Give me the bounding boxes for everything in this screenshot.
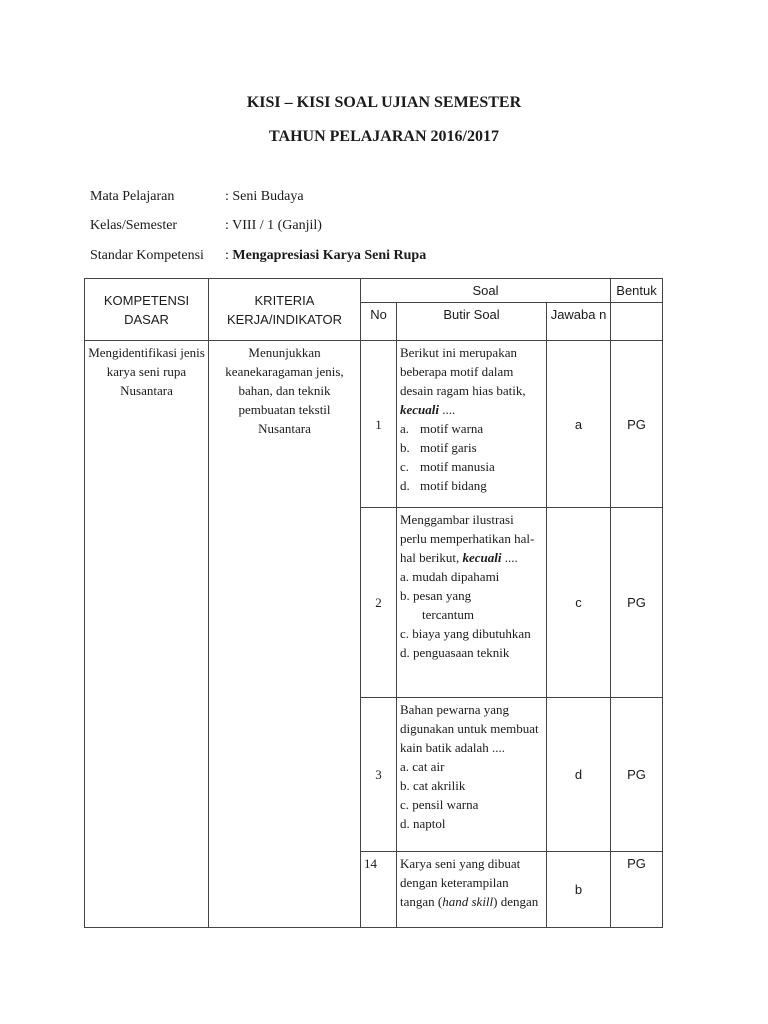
question-dots: .... xyxy=(504,550,518,565)
meta-mata-pelajaran xyxy=(90,189,304,205)
option-key: d. xyxy=(400,816,410,831)
option-d xyxy=(400,476,543,495)
header-soal: Soal xyxy=(361,279,611,303)
option-key: a. xyxy=(400,759,410,774)
option-c xyxy=(400,457,543,476)
option-key: c. xyxy=(400,797,410,812)
header-kriteria: KRITERIA KERJA/INDIKATOR xyxy=(209,279,361,341)
option-key: b. xyxy=(400,778,410,793)
option-key: b. xyxy=(400,588,410,603)
answer-cell: a xyxy=(547,341,611,508)
meta-label: Mata Pelajaran xyxy=(90,189,175,204)
option-text: naptol xyxy=(413,816,446,831)
answer-cell: c xyxy=(547,508,611,698)
option-key: b. xyxy=(400,440,410,455)
question-cell xyxy=(397,852,547,928)
meta-colon: : xyxy=(225,248,233,263)
kriteria-cell: Menunjukkan keanekaragaman jenis, bahan, dan teknik pembuatan tekstil Nusantara xyxy=(209,341,361,928)
option-text: pensil warna xyxy=(412,797,479,812)
option-b xyxy=(400,776,543,795)
table-row xyxy=(85,341,663,508)
option-text: mudah dipahami xyxy=(412,569,500,584)
option-d xyxy=(400,643,543,662)
option-text: biaya yang dibutuhkan xyxy=(412,626,531,641)
meta-value: Mengapresiasi Karya Seni Rupa xyxy=(232,248,427,263)
option-key: a. xyxy=(400,421,410,436)
option-c xyxy=(400,795,543,814)
question-number: 3 xyxy=(361,698,397,852)
meta-label: Kelas/Semester xyxy=(90,218,178,233)
document-title: KISI – KISI SOAL UJIAN SEMESTER xyxy=(246,94,522,111)
option-b xyxy=(400,438,543,457)
header-no: No xyxy=(361,303,397,341)
option-b-continued: tercantum xyxy=(422,607,474,622)
option-text: cat akrilik xyxy=(413,778,466,793)
meta-value: : VIII / 1 (Ganjil) xyxy=(225,218,322,233)
meta-value: : Seni Budaya xyxy=(225,189,304,204)
question-italic: hand skill xyxy=(442,894,494,909)
option-key: c. xyxy=(400,626,410,641)
question-dots: .... xyxy=(442,402,456,417)
document-subtitle: TAHUN PELAJARAN 2016/2017 xyxy=(269,128,499,145)
option-b xyxy=(400,586,543,605)
option-a xyxy=(400,757,543,776)
option-key: d. xyxy=(400,478,410,493)
meta-label: Standar Kompetensi xyxy=(90,248,204,263)
option-key: d. xyxy=(400,645,410,660)
option-a xyxy=(400,419,543,438)
question-cell xyxy=(397,341,547,508)
header-butir-soal: Butir Soal xyxy=(397,303,547,341)
question-text-cont: ) dengan xyxy=(493,894,539,909)
option-text: motif bidang xyxy=(420,478,487,493)
question-number: 1 xyxy=(361,341,397,508)
option-key: a. xyxy=(400,569,410,584)
option-a xyxy=(400,567,543,586)
option-text: motif manusia xyxy=(420,459,495,474)
question-cell xyxy=(397,698,547,852)
header-kompetensi-dasar: KOMPETENSI DASAR xyxy=(85,279,209,341)
meta-value-wrap xyxy=(225,248,426,263)
question-number: 14 xyxy=(361,852,397,928)
question-number: 2 xyxy=(361,508,397,698)
option-c xyxy=(400,624,543,643)
header-jawaban: Jawaba n xyxy=(547,303,611,341)
question-text: Bahan pewarna yang digunakan untuk membuat kain batik adalah .... xyxy=(400,702,539,755)
option-text: cat air xyxy=(412,759,445,774)
option-text: penguasaan teknik xyxy=(413,645,510,660)
option-d xyxy=(400,814,543,833)
form-cell: PG xyxy=(611,852,663,928)
form-cell: PG xyxy=(611,341,663,508)
form-cell: PG xyxy=(611,698,663,852)
option-text: pesan yang xyxy=(413,588,472,603)
option-text: motif garis xyxy=(420,440,477,455)
form-cell: PG xyxy=(611,508,663,698)
kompetensi-dasar-cell: Mengidentifikasi jenis karya seni rupa Nusantara xyxy=(85,341,209,928)
header-bentuk-blank xyxy=(611,303,663,341)
answer-cell: b xyxy=(547,852,611,928)
kisi-table xyxy=(84,278,663,928)
question-text: Berikut ini merupakan beberapa motif dalam desain ragam hias batik, xyxy=(400,345,526,398)
question-cell xyxy=(397,508,547,698)
question-text: Karya seni yang dibuat dengan keterampilan tangan ( xyxy=(400,856,521,909)
header-bentuk: Bentuk xyxy=(611,279,663,303)
option-text: motif warna xyxy=(420,421,484,436)
answer-cell: d xyxy=(547,698,611,852)
question-emphasis: kecuali xyxy=(462,550,502,565)
meta-kelas-semester xyxy=(90,218,322,234)
meta-standar-kompetensi xyxy=(90,248,426,264)
option-key: c. xyxy=(400,459,410,474)
question-emphasis: kecuali xyxy=(400,402,439,417)
question-text: Menggambar ilustrasi perlu memperhatikan hal-hal berikut, xyxy=(400,512,535,565)
